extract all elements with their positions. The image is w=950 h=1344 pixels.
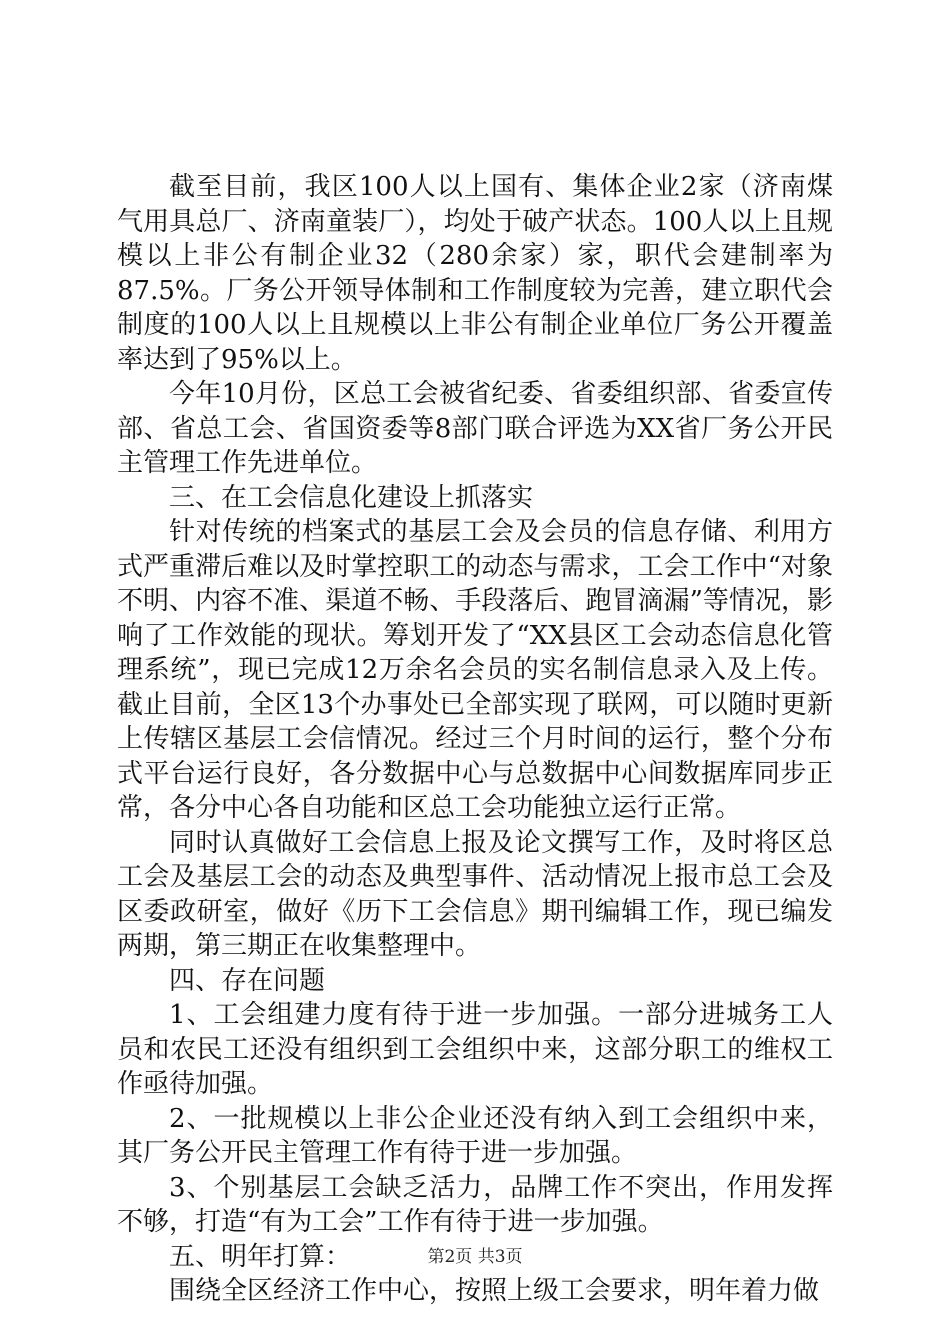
paragraph-next-year-plan: 围绕全区经济工作中心，按照上级工会要求，明年着力做 (169, 1276, 820, 1306)
paragraph-award: 今年10月份，区总工会被省纪委、省委组织部、省委宣传部、省总工会、省国资委等8部门联合评选为XX省厂务公开民主管理工作先进单位。 (117, 379, 833, 478)
document-body (117, 170, 833, 1309)
paragraph-problem-2: 2、一批规模以上非公企业还没有纳入到工会组织中来，其厂务公开民主管理工作有待于进一步加强。 (117, 1103, 833, 1168)
section-heading-informatization: 三、在工会信息化建设上抓落实 (169, 482, 534, 513)
section-heading-next-year: 五、明年打算： (169, 1241, 352, 1272)
page-number-footer: 第2页 共3页 (427, 1247, 523, 1267)
paragraph-info-reporting: 同时认真做好工会信息上报及论文撰写工作，及时将区总工会及基层工会的动态及典型事件、活动情况上报市总工会及区委政研室，做好《历下工会信息》期刊编辑工作，现已编发两期，第三期正在收集整理中。 (117, 827, 833, 961)
paragraph-problem-1: 1、工会组建力度有待于进一步加强。一部分进城务工人员和农民工还没有组织到工会组织中来，这部分职工的维权工作亟待加强。 (117, 1000, 833, 1099)
paragraph-info-system: 针对传统的档案式的基层工会及会员的信息存储、利用方式严重滞后难以及时掌控职工的动态与需求，工会工作中“对象不明、内容不准、渠道不畅、手段落后、跑冒滴漏”等情况，影响了工作效能的现状。筹划开发了“XX县区工会动态信息化管理系统”，现已完成12万余名会员的实名制信息录入及上传。截止目前，全区13个办事处已全部实现了联网，可以随时更新上传辖区基层工会信情况。经过三个月时间的运行，整个分布式平台运行良好，各分数据中心与总数据中心间数据库同步正常，各分中心各自功能和区总工会功能独立运行正常。 (117, 517, 833, 823)
paragraph-worker-congress-stats: 截至目前，我区100人以上国有、集体企业2家（济南煤气用具总厂、济南童装厂），均处于破产状态。100人以上且规模以上非公有制企业32（280余家）家，职代会建制率为87.5%。厂务公开领导体制和工作制度较为完善，建立职代会制度的100人以上且规模以上非公有制企业单位厂务公开覆盖率达到了95%以上。 (117, 172, 833, 375)
paragraph-problem-3: 3、个别基层工会缺乏活力，品牌工作不突出，作用发挥不够，打造“有为工会”工作有待于进一步加强。 (117, 1172, 833, 1237)
section-heading-problems: 四、存在问题 (169, 965, 326, 996)
